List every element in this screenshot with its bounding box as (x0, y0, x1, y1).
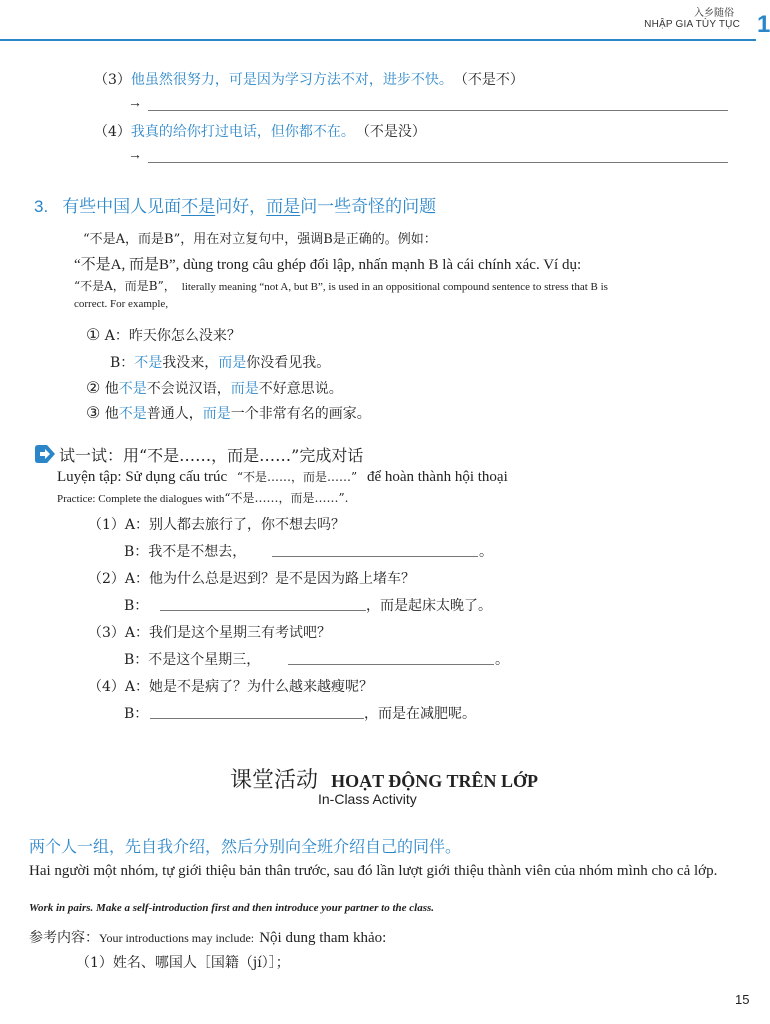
dialogue-text: 我们是这个星期三有考试吧？ (149, 625, 332, 641)
example-text: 普通人， (146, 406, 203, 422)
example-text: 昨天你怎么没来？ (128, 328, 241, 344)
header-rule (0, 39, 756, 41)
keyword: 而是 (202, 406, 231, 422)
example-text: 我没来， (162, 355, 219, 371)
dialogue-3-b (124, 649, 260, 669)
dialogue-1-a (88, 514, 345, 534)
exercise-number: （4） (94, 124, 131, 140)
dialogue-2-end: ，而是起床太晚了。 (366, 598, 492, 614)
speaker-label: A： (124, 571, 150, 587)
dialogue-number: （3） (88, 625, 125, 641)
answer-blank[interactable] (160, 610, 366, 611)
dialogue-text: 不是这个星期三， (148, 652, 261, 668)
dialogue-4-end: ，而是在减肥呢。 (364, 706, 476, 722)
explanation-english (74, 275, 608, 294)
keyword: 不是 (134, 355, 163, 371)
practice-title: 试一试：用“不是……，而是……”完成对话 (59, 446, 364, 465)
practice-structure: “不是……，而是……”. (224, 491, 349, 505)
speaker-label: B： (124, 598, 149, 614)
activity-instruction-english: Work in pairs. Make a self-introduction first and then introduce your partner to the class. (29, 902, 435, 914)
practice-title-english (57, 489, 349, 506)
header-vietnamese-title: NHẬP GIA TÙY TỤC (644, 19, 740, 30)
speaker-label: B： (124, 652, 149, 668)
reference-label-chinese: 参考内容： (29, 930, 99, 946)
explanation-english-cont: correct. For example, (74, 298, 169, 310)
dialogue-1-end: 。 (479, 544, 493, 560)
speaker-label: A： (124, 517, 150, 533)
dialogue-number: （2） (88, 571, 125, 587)
keyword: 而是 (218, 355, 247, 371)
speaker-label: B： (110, 355, 135, 371)
dialogue-text: 他为什么总是迟到？是不是因为路上堵车？ (149, 571, 416, 587)
example-text: 一个非常有名的画家。 (230, 406, 371, 422)
explanation-text: literally meaning “not A, but B”, is used in an oppositional compound sentence to stress that B is (181, 281, 608, 293)
dialogue-4-a (88, 676, 373, 696)
title-part: 有些中国人见面 (62, 197, 182, 217)
arrow-right-icon (33, 444, 57, 464)
keyword: 不是 (118, 406, 147, 422)
title-part: 问一些奇怪的问题 (300, 197, 437, 217)
speaker-label: B： (124, 544, 149, 560)
dialogue-1-b (124, 541, 246, 561)
section-3-title (34, 192, 436, 217)
keyword: 不是 (118, 381, 147, 397)
explanation-vietnamese: “不是A, 而是B”, dùng trong câu ghép đối lập, nhấn mạnh B là cái chính xác. Ví dụ: (74, 257, 582, 273)
answer-line[interactable] (148, 162, 728, 163)
answer-line[interactable] (148, 110, 728, 111)
title-keyword: 而是 (266, 197, 301, 217)
example-1-b (110, 352, 330, 372)
activity-title-chinese: 课堂活动 (230, 768, 319, 793)
speaker-label: B： (124, 706, 149, 722)
dialogue-number: （4） (88, 679, 125, 695)
dialogue-2-b (124, 595, 148, 615)
title-keyword: 不是 (181, 197, 216, 217)
activity-title-vietnamese: HOẠT ĐỘNG TRÊN LỚP (331, 771, 538, 791)
exercise-item-4 (94, 121, 426, 141)
reference-item-1: （1）姓名、哪国人［国籍（jí）］； (76, 955, 290, 971)
explanation-structure: “不是A，而是B”， (74, 279, 176, 293)
dialogue-text: 别人都去旅行了，你不想去吗？ (149, 517, 346, 533)
activity-heading (0, 763, 768, 794)
exercise-sentence: 他虽然很努力，可是因为学习方法不对，进步不快。 (130, 72, 453, 88)
answer-blank[interactable] (288, 664, 494, 665)
speaker-label: A： (124, 679, 150, 695)
reference-label-english: Your introductions may include: (99, 931, 255, 945)
example-3 (86, 403, 371, 423)
example-number: ① (86, 325, 101, 344)
reference-label-vietnamese: Nội dung tham khảo: (259, 930, 387, 946)
title-part: 问好， (215, 197, 267, 217)
reference-content (29, 927, 386, 947)
speaker-label: A： (104, 328, 129, 344)
arrow-icon: → (128, 94, 142, 110)
exercise-number: （3） (94, 72, 131, 88)
exercise-item-3 (94, 69, 524, 89)
explanation-chinese: “不是A，而是B”，用在对立复句中，强调B是正确的。例如： (83, 232, 437, 247)
dialogue-4-b (124, 703, 148, 723)
exercise-hint: （不是没） (362, 124, 426, 140)
practice-text: để hoàn thành hội thoại (366, 469, 508, 485)
activity-instruction-vietnamese: Hai người một nhóm, tự giới thiệu bản thân trước, sau đó lần lượt giới thiệu thành viên của nhóm mình cho cả lớp. (29, 863, 718, 879)
example-text: 你没看见我。 (246, 355, 331, 371)
example-text: 他 (104, 406, 119, 422)
practice-text: Luyện tập: Sử dụng cấu trúc (57, 469, 228, 485)
practice-structure: “不是……，而是……” (236, 470, 358, 484)
example-1 (86, 325, 241, 345)
keyword: 而是 (230, 381, 259, 397)
arrow-icon: → (128, 146, 142, 162)
example-number: ② (86, 378, 101, 397)
exercise-hint: （不是不） (460, 72, 524, 88)
dialogue-2-a (88, 568, 415, 588)
activity-instruction-chinese: 两个人一组，先自我介绍，然后分别向全班介绍自己的同伴。 (29, 837, 462, 856)
dialogue-text: 我不是不想去， (148, 544, 247, 560)
practice-text: Practice: Complete the dialogues with (57, 493, 225, 505)
section-number: 3. (34, 197, 49, 216)
chapter-number: 1 (757, 11, 770, 38)
example-text: 不好意思说。 (258, 381, 343, 397)
example-text: 他 (104, 381, 119, 397)
answer-blank[interactable] (150, 718, 364, 719)
dialogue-3-end: 。 (495, 652, 509, 668)
page-number: 15 (735, 992, 750, 1007)
exercise-sentence: 我真的给你打过电话，但你都不在。 (130, 124, 355, 140)
activity-title-english: In-Class Activity (318, 791, 417, 807)
dialogue-number: （1） (88, 517, 125, 533)
example-number: ③ (86, 403, 101, 422)
dialogue-3-a (88, 622, 331, 642)
answer-blank[interactable] (272, 556, 478, 557)
header-chinese-title: 入乡随俗 (694, 8, 734, 19)
example-2 (86, 378, 343, 398)
example-text: 不会说汉语， (146, 381, 231, 397)
speaker-label: A： (124, 625, 150, 641)
practice-title-vietnamese (57, 468, 508, 486)
dialogue-text: 她是不是病了？为什么越来越瘦呢？ (149, 679, 374, 695)
